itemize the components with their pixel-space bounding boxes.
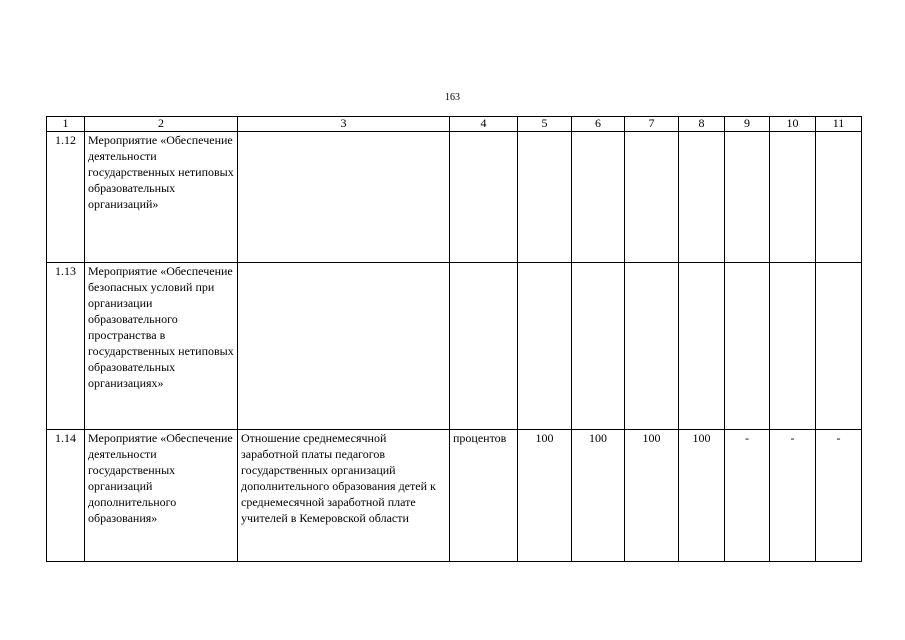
page-number: 163 xyxy=(445,92,460,103)
column-header: 9 xyxy=(725,117,770,132)
indicator-name: Отношение среднемесячной заработной платы педагогов государственных организаций дополнительного образования детей к среднемесячной заработной плате учителей в Кемеровской области xyxy=(238,430,450,562)
table-row xyxy=(47,430,862,562)
activity-name: Мероприятие «Обеспечение безопасных условий при организации образовательного пространства в государственных нетиповых образовательных организациях» xyxy=(85,263,238,430)
value-cell: - xyxy=(770,430,816,562)
value-cell xyxy=(816,132,862,263)
value-cell xyxy=(679,263,725,430)
value-cell xyxy=(725,132,770,263)
column-header: 2 xyxy=(85,117,238,132)
value-cell: 100 xyxy=(679,430,725,562)
activity-name: Мероприятие «Обеспечение деятельности государственных нетиповых образовательных организаций» xyxy=(85,132,238,263)
value-cell xyxy=(770,132,816,263)
activity-name: Мероприятие «Обеспечение деятельности государственных организаций дополнительного образования» xyxy=(85,430,238,562)
table-row xyxy=(47,263,862,430)
value-cell: 100 xyxy=(572,430,625,562)
column-header: 6 xyxy=(572,117,625,132)
column-header: 7 xyxy=(625,117,679,132)
value-cell xyxy=(572,132,625,263)
row-number: 1.12 xyxy=(47,132,85,263)
value-cell: 100 xyxy=(625,430,679,562)
value-cell xyxy=(725,263,770,430)
value-cell xyxy=(518,132,572,263)
indicator-name xyxy=(238,132,450,263)
value-cell xyxy=(679,132,725,263)
indicator-name xyxy=(238,263,450,430)
table-row xyxy=(47,132,862,263)
unit-cell xyxy=(450,263,518,430)
value-cell: - xyxy=(725,430,770,562)
column-header: 8 xyxy=(679,117,725,132)
column-header: 1 xyxy=(47,117,85,132)
value-cell xyxy=(518,263,572,430)
value-cell xyxy=(770,263,816,430)
row-number: 1.14 xyxy=(47,430,85,562)
value-cell xyxy=(625,263,679,430)
header-row xyxy=(47,117,862,132)
column-header: 4 xyxy=(450,117,518,132)
value-cell xyxy=(625,132,679,263)
unit-cell xyxy=(450,132,518,263)
value-cell xyxy=(572,263,625,430)
row-number: 1.13 xyxy=(47,263,85,430)
column-header: 3 xyxy=(238,117,450,132)
value-cell: - xyxy=(816,430,862,562)
program-table xyxy=(46,116,862,562)
column-header: 11 xyxy=(816,117,862,132)
column-header: 10 xyxy=(770,117,816,132)
unit-cell: процентов xyxy=(450,430,518,562)
value-cell: 100 xyxy=(518,430,572,562)
value-cell xyxy=(816,263,862,430)
column-header: 5 xyxy=(518,117,572,132)
